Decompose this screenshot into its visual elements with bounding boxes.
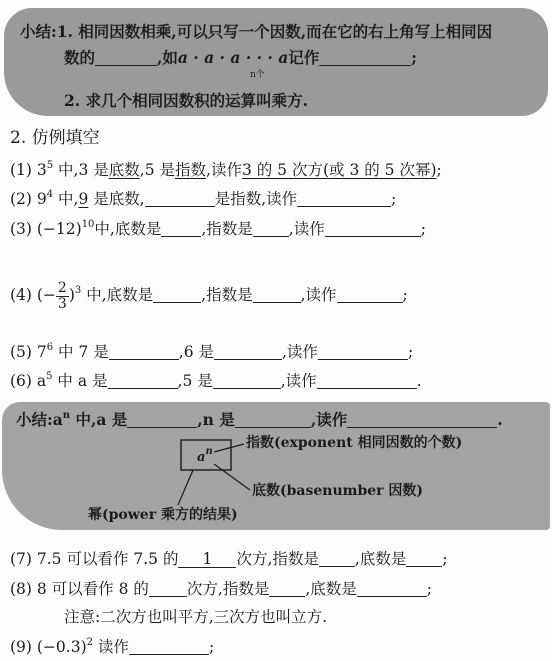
item-8-blank-2[interactable] bbox=[269, 580, 305, 597]
item-5-exponent: 6 bbox=[46, 342, 54, 353]
item-9-b: 读作 bbox=[93, 638, 129, 656]
item-6-blank-3[interactable] bbox=[317, 372, 417, 389]
item-3-b: 中,底数是 bbox=[94, 220, 162, 238]
item-4 bbox=[10, 278, 408, 312]
summary1-line1 bbox=[20, 22, 492, 42]
item-4-f: ; bbox=[402, 286, 408, 304]
summary1-brace-label: n个 bbox=[250, 70, 265, 80]
item-8-b: 次方,指数是 bbox=[186, 580, 270, 598]
summary1-expression: a · a · a · · · a bbox=[177, 48, 289, 67]
item-7-blank-2[interactable] bbox=[406, 550, 442, 567]
item-2-b: 中, bbox=[53, 190, 79, 208]
item-8 bbox=[10, 579, 432, 599]
exponent-label: 指数(exponent 相同因数的个数) bbox=[246, 435, 463, 451]
item-2 bbox=[10, 189, 396, 209]
item-2-blank-2[interactable] bbox=[297, 190, 391, 207]
item-2-e: ; bbox=[391, 190, 397, 208]
item-9-exponent: 2 bbox=[86, 637, 93, 648]
item-7 bbox=[10, 549, 448, 569]
summary2-line1-e: . bbox=[497, 410, 503, 429]
item-7-d: ; bbox=[442, 550, 448, 568]
item-5-blank-2[interactable] bbox=[214, 343, 282, 360]
summary1-line2-c: 记作 bbox=[288, 48, 320, 67]
item-6-c: ,5 是 bbox=[177, 372, 213, 390]
power-label: 幂(power 乘方的结果) bbox=[88, 507, 238, 523]
item-4-a: (4) (− bbox=[10, 286, 56, 304]
item-5-d: ,读作 bbox=[282, 343, 318, 361]
item-8-blank-3[interactable] bbox=[357, 580, 427, 597]
item-5-blank-3[interactable] bbox=[318, 343, 408, 360]
power-box-label bbox=[197, 448, 213, 468]
item-4-d: ,指数是 bbox=[201, 286, 253, 304]
item-1-d: ,读作 bbox=[206, 161, 242, 179]
item-2-blank-1[interactable] bbox=[145, 190, 215, 207]
item-7-blank-1[interactable] bbox=[319, 550, 355, 567]
item-4-blank-2[interactable] bbox=[253, 286, 301, 303]
item-7-c: ,底数是 bbox=[354, 550, 407, 568]
item-9-a: (9) (−0.3) bbox=[10, 638, 87, 656]
summary1-blank-2 bbox=[319, 49, 411, 66]
summary2-blank-3[interactable] bbox=[347, 411, 497, 428]
summary1-blank-1 bbox=[95, 49, 157, 66]
section-title: 2. 仿例填空 bbox=[10, 128, 100, 148]
power-box-base: a bbox=[197, 450, 206, 465]
summary1-line2-a: 数的 bbox=[64, 48, 96, 67]
item-1-exponent: 5 bbox=[46, 160, 54, 171]
item-5 bbox=[10, 342, 413, 362]
base-label: 底数(basenumber 因数) bbox=[252, 483, 424, 499]
item-3-blank-2[interactable] bbox=[253, 220, 289, 237]
summary2-line1-a: 小结:a bbox=[16, 410, 63, 429]
item-3-d: ,读作 bbox=[288, 220, 325, 238]
item-4-fraction bbox=[56, 281, 69, 312]
item-1-e: ; bbox=[436, 161, 442, 179]
item-4-denominator: 3 bbox=[57, 295, 67, 312]
item-3-blank-3[interactable] bbox=[325, 220, 421, 237]
item-3-a: (3) (−12) bbox=[10, 220, 82, 238]
summary1-line1-text: 小结:1. 相同因数相乘,可以只写一个因数,而在它的右上角写上相同因 bbox=[20, 22, 493, 41]
item-9-blank-1[interactable] bbox=[129, 638, 209, 655]
item-2-c: 是底数, bbox=[88, 190, 145, 208]
item-6 bbox=[10, 371, 422, 391]
item-8-c: ,底数是 bbox=[305, 580, 357, 598]
item-6-blank-2[interactable] bbox=[213, 372, 281, 389]
item-6-e: . bbox=[416, 372, 422, 390]
power-box-exponent: n bbox=[205, 446, 213, 457]
item-4-numerator: 2 bbox=[57, 279, 67, 296]
item-7-b: 次方,指数是 bbox=[236, 550, 319, 568]
item-6-d: ,读作 bbox=[280, 372, 317, 390]
item-2-answer-base: 9 bbox=[78, 190, 89, 208]
item-9-c: ; bbox=[208, 638, 215, 656]
summary1-line2 bbox=[64, 48, 417, 68]
item-5-e: ; bbox=[407, 343, 414, 361]
summary2-blank-2[interactable] bbox=[235, 411, 311, 428]
item-5-c: ,6 是 bbox=[178, 343, 214, 361]
summary1-line3: 2. 求几个相同因数积的运算叫乘方. bbox=[64, 91, 308, 110]
item-4-blank-3[interactable] bbox=[337, 286, 403, 303]
note-text: 注意:二次方也叫平方,三次方也叫立方. bbox=[64, 608, 328, 626]
item-4-c: 中,底数是 bbox=[81, 286, 154, 304]
summary2-line1-b: 中,a 是 bbox=[70, 410, 128, 429]
item-1-b: 中,3 是 bbox=[53, 161, 109, 179]
item-9 bbox=[10, 637, 214, 657]
item-8-blank-1[interactable] bbox=[149, 580, 187, 597]
summary1-line2-d: ; bbox=[411, 48, 417, 67]
item-2-d: 是指数,读作 bbox=[214, 190, 298, 208]
item-8-a: (8) 8 可以看作 8 的 bbox=[10, 580, 149, 598]
item-7-answer bbox=[178, 549, 236, 568]
item-3-exponent: 10 bbox=[81, 219, 95, 230]
item-1-a: (1) 3 bbox=[10, 161, 47, 179]
item-5-b: 中 7 是 bbox=[53, 343, 109, 361]
item-4-b: ) bbox=[68, 286, 75, 304]
summary2-line1-d: ,读作 bbox=[310, 410, 348, 429]
item-1-c: ,5 是 bbox=[139, 161, 176, 179]
item-7-a: (7) 7.5 可以看作 7.5 的 bbox=[10, 550, 179, 568]
summary1-line2-b: ,如 bbox=[157, 48, 178, 67]
item-4-e: ,读作 bbox=[300, 286, 337, 304]
item-6-b: 中 a 是 bbox=[52, 372, 108, 390]
summary2-line1 bbox=[16, 410, 503, 430]
item-3 bbox=[10, 219, 426, 239]
item-1 bbox=[10, 160, 442, 180]
item-4-exponent: 3 bbox=[74, 285, 82, 296]
item-6-blank-1[interactable] bbox=[108, 372, 178, 389]
summary2-line1-c: ,n 是 bbox=[197, 410, 235, 429]
summary2-blank-1[interactable] bbox=[127, 411, 197, 428]
item-3-e: ; bbox=[420, 220, 426, 238]
item-6-exponent: 5 bbox=[46, 371, 53, 382]
item-5-a: (5) 7 bbox=[10, 343, 47, 361]
item-3-c: ,指数是 bbox=[201, 220, 253, 238]
item-3-blank-1[interactable] bbox=[161, 220, 201, 237]
item-5-blank-1[interactable] bbox=[109, 343, 179, 360]
item-1-answer-exponent: 指数 bbox=[175, 161, 207, 179]
item-8-d: ; bbox=[426, 580, 432, 598]
item-7-answer-text: 1 bbox=[202, 550, 213, 568]
item-2-a: (2) 9 bbox=[10, 190, 47, 208]
summary2-exponent: n bbox=[62, 410, 71, 421]
item-6-a: (6) a bbox=[10, 372, 47, 390]
item-2-exponent: 4 bbox=[46, 189, 54, 200]
item-1-answer-base: 底数 bbox=[108, 161, 140, 179]
item-4-blank-1[interactable] bbox=[153, 286, 201, 303]
item-1-answer-reading: 3 的 5 次方(或 3 的 5 次幂) bbox=[241, 161, 437, 179]
